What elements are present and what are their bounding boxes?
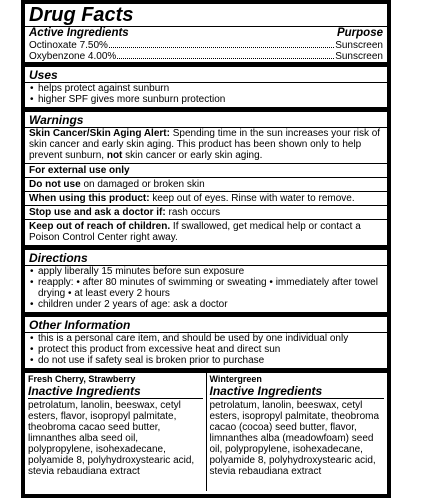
reapply-hours: at least every 2 hours <box>74 288 170 299</box>
reapply-towel: immediately after towel drying <box>38 277 378 299</box>
other-information-item: • do not use if safety seal is broken prior to purchase <box>29 355 383 366</box>
ingredient-name: Octinoxate 7.50% <box>29 40 108 51</box>
inactive-ingredients-heading: Inactive Ingredients <box>210 384 385 399</box>
alert-text: Spending time in the sun increases your risk of skin cancer and early skin aging. This product has been shown only to help prevent sunburn, <box>29 128 381 161</box>
external-use-warning: For external use only <box>25 163 387 177</box>
other-information-item: • protect this product from excessive heat and direct sun <box>29 344 383 355</box>
active-ingredients-header <box>25 26 387 40</box>
ingredient-purpose: Sunscreen <box>335 40 383 51</box>
uses-heading: Uses <box>29 68 58 82</box>
do-not-use-warning <box>25 177 387 191</box>
when-using-warning <box>25 191 387 205</box>
uses-list <box>25 83 387 107</box>
inactive-ingredients-heading: Inactive Ingredients <box>28 384 203 399</box>
drug-facts-panel <box>21 0 391 498</box>
stop-use-text: rash occurs <box>168 207 221 218</box>
inactive-ingredients-columns <box>25 368 387 491</box>
keep-out-label: Keep out of reach of children. <box>29 221 171 232</box>
reapply-label: reapply: <box>38 277 74 288</box>
ingredient-purpose: Sunscreen <box>335 51 383 62</box>
warnings-heading: Warnings <box>29 113 84 127</box>
directions-item: • children under 2 years of age: ask a doctor <box>29 299 383 310</box>
ingredient-name: Oxybenzone 4.00% <box>29 51 117 62</box>
stop-use-warning <box>25 205 387 219</box>
uses-item: • helps protect against sunburn <box>29 83 383 94</box>
other-information-item: • this is a personal care item, and should be used by one individual only <box>29 333 383 344</box>
inactive-ingredients-text: petrolatum, lanolin, beeswax, cetyl esters, flavor, isopropyl palmitate, theobroma cacao seed butter, limnanthes alba seed oil, polypropylene, isohexadecane, polyamide 8, polyhydroxystearic acid, stevia rebaudiana extract <box>28 400 195 477</box>
active-ingredient-row <box>25 40 387 51</box>
when-using-label: When using this product: <box>29 193 150 204</box>
purpose-heading: Purpose <box>336 27 383 39</box>
flavor-label: Wintergreen <box>209 374 262 384</box>
alert-not: not <box>106 150 123 161</box>
inactive-ingredients-text: petrolatum, lanolin, beeswax, cetyl esters, isopropyl palmitate, theobroma cacao (cocoa) seed butter, flavor, limnanthes alba (meadowfoam) seed oil, polypropylene, isohexadecane, polyamide 8, polyhydroxystearic acid, stevia rebaudiana extract <box>209 400 380 477</box>
when-using-text: keep out of eyes. Rinse with water to remove. <box>152 193 355 204</box>
stop-use-label: Stop use and ask a doctor if: <box>29 207 166 218</box>
keep-out-of-reach-warning <box>25 219 387 245</box>
active-ingredient-row <box>25 51 387 62</box>
directions-heading: Directions <box>29 251 88 265</box>
flavor-label: Fresh Cherry, Strawberry <box>28 374 136 384</box>
other-information-list <box>25 333 387 368</box>
drug-facts-title: Drug Facts <box>29 4 134 26</box>
do-not-use-label: Do not use <box>29 179 81 190</box>
leader-dots <box>117 51 334 59</box>
active-ingredients-heading: Active Ingredients <box>29 27 129 39</box>
leader-dots <box>109 40 334 48</box>
skin-cancer-alert <box>25 128 387 163</box>
inactive-column-wintergreen <box>206 373 388 491</box>
do-not-use-text: on damaged or broken skin <box>83 179 205 190</box>
other-information-heading: Other Information <box>29 318 131 332</box>
alert-end: skin cancer or early skin aging. <box>125 150 263 161</box>
keep-out-text: If swallowed, get medical help or contact a Poison Control Center right away. <box>29 221 361 243</box>
inactive-column-cherry <box>25 373 206 491</box>
uses-item: • higher SPF gives more sunburn protection <box>29 94 383 105</box>
directions-item: • reapply: • after 80 minutes of swimming or sweating • immediately after towel drying • at least every 2 hours <box>29 277 383 299</box>
directions-item: • apply liberally 15 minutes before sun exposure <box>29 266 383 277</box>
directions-list <box>25 266 387 312</box>
alert-label: Skin Cancer/Skin Aging Alert: <box>29 128 170 139</box>
reapply-swimming: after 80 minutes of swimming or sweating <box>82 277 267 288</box>
